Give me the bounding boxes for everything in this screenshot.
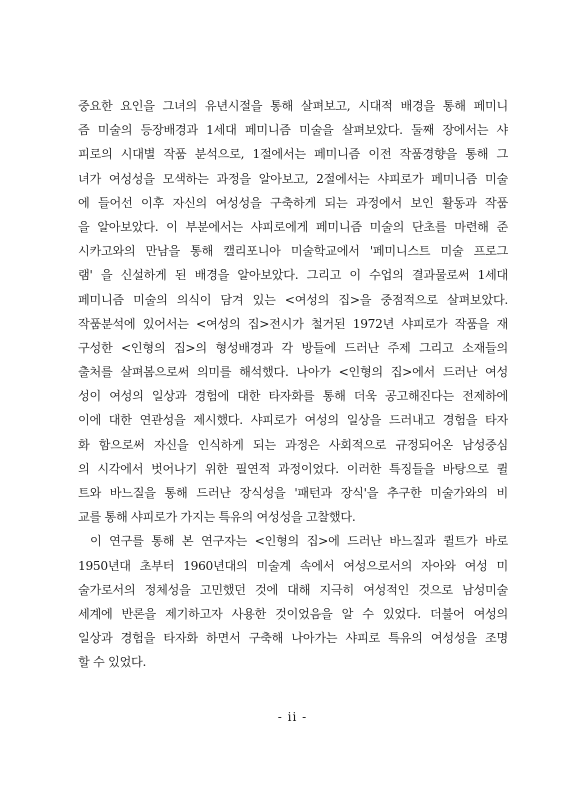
text-line: 이에 대한 연관성을 제시했다. 샤피로가 여성의 일상을 드러내고 경험을 타자: [78, 413, 508, 428]
body-text: [78, 94, 508, 675]
text-line: 중요한 요인을 그녀의 유년시절을 통해 살펴보고, 시대적 배경을 통해 페미니: [78, 99, 508, 113]
text-line: 화 함으로써 자신을 인식하게 되는 과정은 사회적으로 규정되어온 남성중심: [78, 437, 508, 452]
text-line: 이 연구를 통해 본 연구자는 <인형의 집>에 드러난 바느질과 퀼트가 바로: [90, 534, 508, 549]
text-line: 을 알아보았다. 이 부분에서는 샤피로에게 페미니즘 미술의 단초를 마련해 준: [78, 219, 508, 234]
text-line: 구성한 <인형의 집>의 형성배경과 각 방들에 드러난 주제 그리고 소재들의: [78, 340, 508, 355]
text-line: 성이 여성의 일상과 경험에 대한 타자화를 통해 더욱 공고해진다는 전제하에: [78, 389, 508, 404]
text-line: 램' 을 신설하게 된 배경을 알아보았다. 그리고 이 수업의 결과물로써 1세대: [78, 268, 508, 283]
text-line: 피로의 시대별 작품 분석으로, 1절에서는 페미니즘 이전 작품경향을 통해 그: [78, 147, 508, 162]
text-line: 교를 통해 샤피로가 가지는 특유의 여성성을 고찰했다.: [78, 510, 356, 525]
text-line: 시카고와의 만남을 통해 캘리포니아 미술학교에서 '페미니스트 미술 프로그: [78, 244, 508, 259]
text-line: 트와 바느질을 통해 드러난 장식성을 '패턴과 장식'을 추구한 미술가와의 비: [78, 486, 508, 500]
text-line: 세계에 반론을 제기하고자 사용한 것이었음을 알 수 있었다. 더불어 여성의: [78, 606, 508, 621]
text-line: 작품분석에 있어서는 <여성의 집>전시가 철거된 1972년 샤피로가 작품을 재: [78, 316, 508, 331]
text-line: 1950년대 초부터 1960년대의 미술계 속에서 여성으로서의 자아와 여성 미: [78, 558, 508, 573]
text-line: 의 시각에서 벗어나기 위한 필연적 과정이었다. 이러한 특징들을 바탕으로 퀼: [78, 461, 508, 476]
text-line: 녀가 여성성을 모색하는 과정을 알아보고, 2절에서는 샤피로가 페미니즘 미술: [78, 171, 508, 186]
paragraph-2: [78, 529, 508, 674]
text-line: 페미니즘 미술의 의식이 담겨 있는 <여성의 집>을 중점적으로 살펴보았다.: [78, 292, 508, 307]
text-line: 할 수 있었다.: [78, 655, 147, 670]
text-line: 일상과 경험을 타자화 하면서 구축해 나아가는 샤피로 특유의 여성성을 조명: [78, 631, 508, 646]
text-line: 출처를 살펴봄으로써 의미를 해석했다. 나아가 <인형의 집>에서 드러난 여성: [78, 365, 508, 380]
paragraph-1: [78, 94, 508, 529]
text-line: 술가로서의 정체성을 고민했던 것에 대해 지극히 여성적인 것으로 남성미술: [78, 582, 508, 597]
text-line: 즘 미술의 등장배경과 1세대 페미니즘 미술을 살펴보았다. 둘째 장에서는 샤: [78, 123, 508, 138]
text-line: 에 들어선 이후 자신의 여성성을 구축하게 되는 과정에서 보인 활동과 작품: [78, 195, 508, 210]
page-number: - ii -: [277, 710, 308, 724]
